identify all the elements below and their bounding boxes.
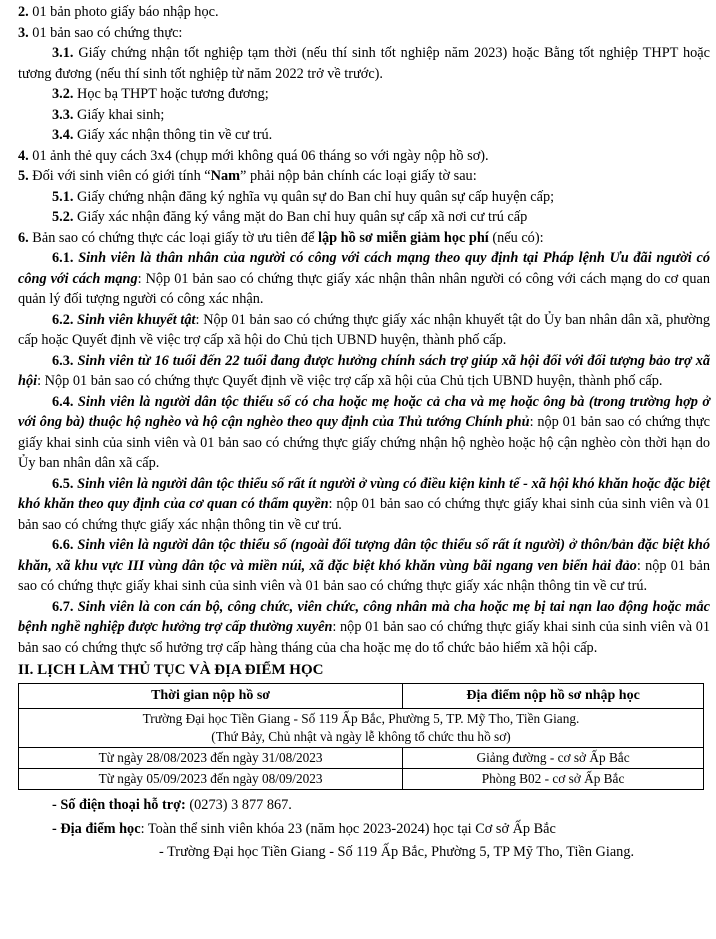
table-cell-location: Giảng đường - cơ sở Ấp Bắc [403,748,704,769]
item-emphasis: Sinh viên từ 16 tuổi đến 22 tuổi đang được hưởng chính sách trợ giúp xã hội đối với đối tượng bảo trợ xã hội [18,352,710,389]
item-6 [0,228,716,249]
item-number: 3.2. [52,86,74,102]
item-3-1 [0,43,716,84]
item-text: Học bạ THPT hoặc tương đương; [73,86,269,102]
item-number: 5.1. [52,188,74,205]
item-text: : Nộp 01 bản sao có chứng thực giấy xác nhận khuyết tật do Ủy ban nhân dân xã, phường cấp hoặc Quyết định về việc trợ cấp xã hội do Chủ tịch UBND huyện, thành phố cấp. [18,311,711,348]
item-4 [0,146,716,167]
item-3-2 [0,84,716,105]
item-number: 5. [18,168,29,184]
item-text: Giấy xác nhận thông tin về cư trú. [73,127,273,143]
item-6-3 [0,351,716,392]
item-6-5 [0,474,716,536]
item-number: 5.2. [52,209,74,225]
item-text: Giấy xác nhận đăng ký vắng mặt do Ban chỉ huy quân sự cấp xã nơi cư trú cấp [73,209,528,225]
item-number: 4. [18,147,29,164]
item-text: : nộp 01 bản sao có chứng thực giấy khai sinh của sinh viên và 01 bản sao có chứng thực giấy chứng nhận hộ nghèo hoặc hộ cận nghèo còn thời hạn do Ủy ban nhân dân xã cấp. [18,414,710,471]
item-number: 3.4. [52,127,74,143]
item-text: Giấy chứng nhận đăng ký nghĩa vụ quân sự do Ban chỉ huy quân sự cấp huyện cấp; [73,188,555,205]
item-6-1 [0,248,716,310]
table-cell-time: Từ ngày 28/08/2023 đến ngày 31/08/2023 [19,748,403,769]
support-phone-label: - Số điện thoại hỗ trợ: [52,797,186,813]
item-number: 6.5. [52,475,74,492]
item-text: : nộp 01 bản sao có chứng thực giấy khai sinh của sinh viên và 01 bản sao có chứng thực giấy xác nhận thông tin về cư trú. [18,557,710,594]
item-text: : nộp 01 bản sao có chứng thực giấy khai sinh của sinh viên và 01 bản sao có chứng thực giấy xác nhận thông tin về cư trú. [18,496,710,533]
table-header-row [19,684,704,709]
item-3-3 [0,105,716,126]
study-location-value: : Toàn thể sinh viên khóa 23 (năm học 2023-2024) học tại Cơ sở Ấp Bắc [140,821,556,837]
table-row [19,709,704,748]
item-number: 6.2. [52,311,74,328]
item-text: : nộp 01 bản sao có chứng thực giấy khai sinh của sinh viên và 01 bản sao có chứng thực sổ hưởng trợ cấp hàng tháng của cha hoặc mẹ do tổ chức bảo hiểm xã hội cấp. [18,619,710,656]
column-header-location: Địa điểm nộp hồ sơ nhập học [403,684,704,709]
item-6-2 [0,310,716,351]
item-emphasis: lập hồ sơ miễn giảm học phí [318,229,489,246]
item-text: 01 bản photo giấy báo nhập học. [28,4,219,20]
item-5-2 [0,207,716,228]
item-5 [0,166,716,187]
item-text: (nếu có): [488,229,544,246]
item-number: 3.3. [52,106,74,123]
schedule-table [18,683,704,790]
section-title: II. LỊCH LÀM THỦ TỤC VÀ ĐỊA ĐIỂM HỌC [18,662,324,678]
item-emphasis: Sinh viên là con cán bộ, công chức, viên chức, công nhân mà cha hoặc mẹ bị tai nạn lao động hoặc mắc bệnh nghề nghiệp được hưởng trợ cấp thường xuyên [18,598,710,635]
item-number: 6.6. [52,537,74,553]
item-text: 01 bản sao có chứng thực: [28,24,183,41]
item-6-4 [0,392,716,474]
item-number: 6.7. [52,598,74,615]
item-text: ” phải nộp bản chính các loại giấy tờ sau: [240,168,477,184]
item-text: : Nộp 01 bản sao có chứng thực giấy xác nhận thân nhân người có công với cách mạng do cơ quan quản lý đối tượng người có công xác nhận. [18,270,710,307]
item-6-7 [0,597,716,659]
schedule-note: (Thứ Bảy, Chủ nhật và ngày lễ không tổ chức thu hồ sơ) [211,729,511,744]
campus-address: Trường Đại học Tiền Giang - Số 119 Ấp Bắc, Phường 5, TP. Mỹ Tho, Tiền Giang. [142,711,580,726]
item-number: 3.1. [52,45,74,61]
item-emphasis: Sinh viên là thân nhân của người có công với cách mạng theo quy định tại Pháp lệnh Ưu đãi người có công với cách mạng [18,250,710,287]
item-3-4 [0,125,716,146]
study-location-label: - Địa điểm học [52,821,141,837]
item-number: 6.4. [52,393,74,410]
support-phone [0,795,716,815]
campus-address-cell [19,709,704,748]
item-emphasis: Sinh viên là người dân tộc thiểu số (ngoài đối tượng dân tộc thiểu số rất ít người) ở thôn/bản đặc biệt khó khăn, xã khu vực III vùng dân tộc và miền núi, xã đặc biệt khó khăn vùng bãi ngang ven biển hải đảo [18,537,710,574]
table-row [19,748,704,769]
item-text: : Nộp 01 bản sao có chứng thực Quyết định về việc trợ cấp xã hội của Chủ tịch UBND huyện, thành phố cấp. [37,373,663,389]
item-6-6 [0,535,716,597]
item-2 [0,2,716,23]
item-text: 01 ảnh thẻ quy cách 3x4 (chụp mới không quá 06 tháng so với ngày nộp hồ sơ). [28,147,489,164]
item-text: Giấy chứng nhận tốt nghiệp tạm thời (nếu thí sinh tốt nghiệp năm 2023) hoặc Bằng tốt nghiệp THPT hoặc tương đương (nếu thí sinh tốt nghiệp từ năm 2022 trở về trước). [18,45,710,82]
item-3 [0,23,716,44]
item-emphasis: Sinh viên là người dân tộc thiểu số có cha hoặc mẹ hoặc cả cha và mẹ hoặc ông bà (trong trường hợp ở với ông bà) thuộc hộ nghèo và hộ cận nghèo theo quy định của Thủ tướng Chính phủ [18,393,710,430]
item-text: Bản sao có chứng thực các loại giấy tờ ưu tiên để [28,229,318,246]
item-emphasis: Nam [210,168,241,184]
item-number: 6.3. [52,352,74,369]
column-header-time: Thời gian nộp hồ sơ [19,684,403,709]
table-cell-time: Từ ngày 05/09/2023 đến ngày 08/09/2023 [19,769,403,790]
study-location [0,819,716,839]
item-text: Đối với sinh viên có giới tính “ [28,168,211,184]
item-text: Giấy khai sinh; [73,106,165,123]
table-cell-location: Phòng B02 - cơ sở Ấp Bắc [403,769,704,790]
item-number: 6.1. [52,250,74,266]
item-number: 2. [18,4,29,20]
item-5-1 [0,187,716,208]
item-number: 6. [18,229,29,246]
university-address: - Trường Đại học Tiền Giang - Số 119 Ấp Bắc, Phường 5, TP Mỹ Tho, Tiền Giang. [159,844,635,860]
support-phone-value: (0273) 3 877 867. [185,797,292,813]
item-number: 3. [18,24,29,41]
table-row [19,769,704,790]
item-emphasis: Sinh viên khuyết tật [73,311,196,328]
item-emphasis: Sinh viên là người dân tộc thiểu số rất ít người ở vùng có điều kiện kinh tế - xã hội khó khăn hoặc đặc biệt khó khăn theo quy định của cơ quan có thẩm quyền [18,475,710,512]
